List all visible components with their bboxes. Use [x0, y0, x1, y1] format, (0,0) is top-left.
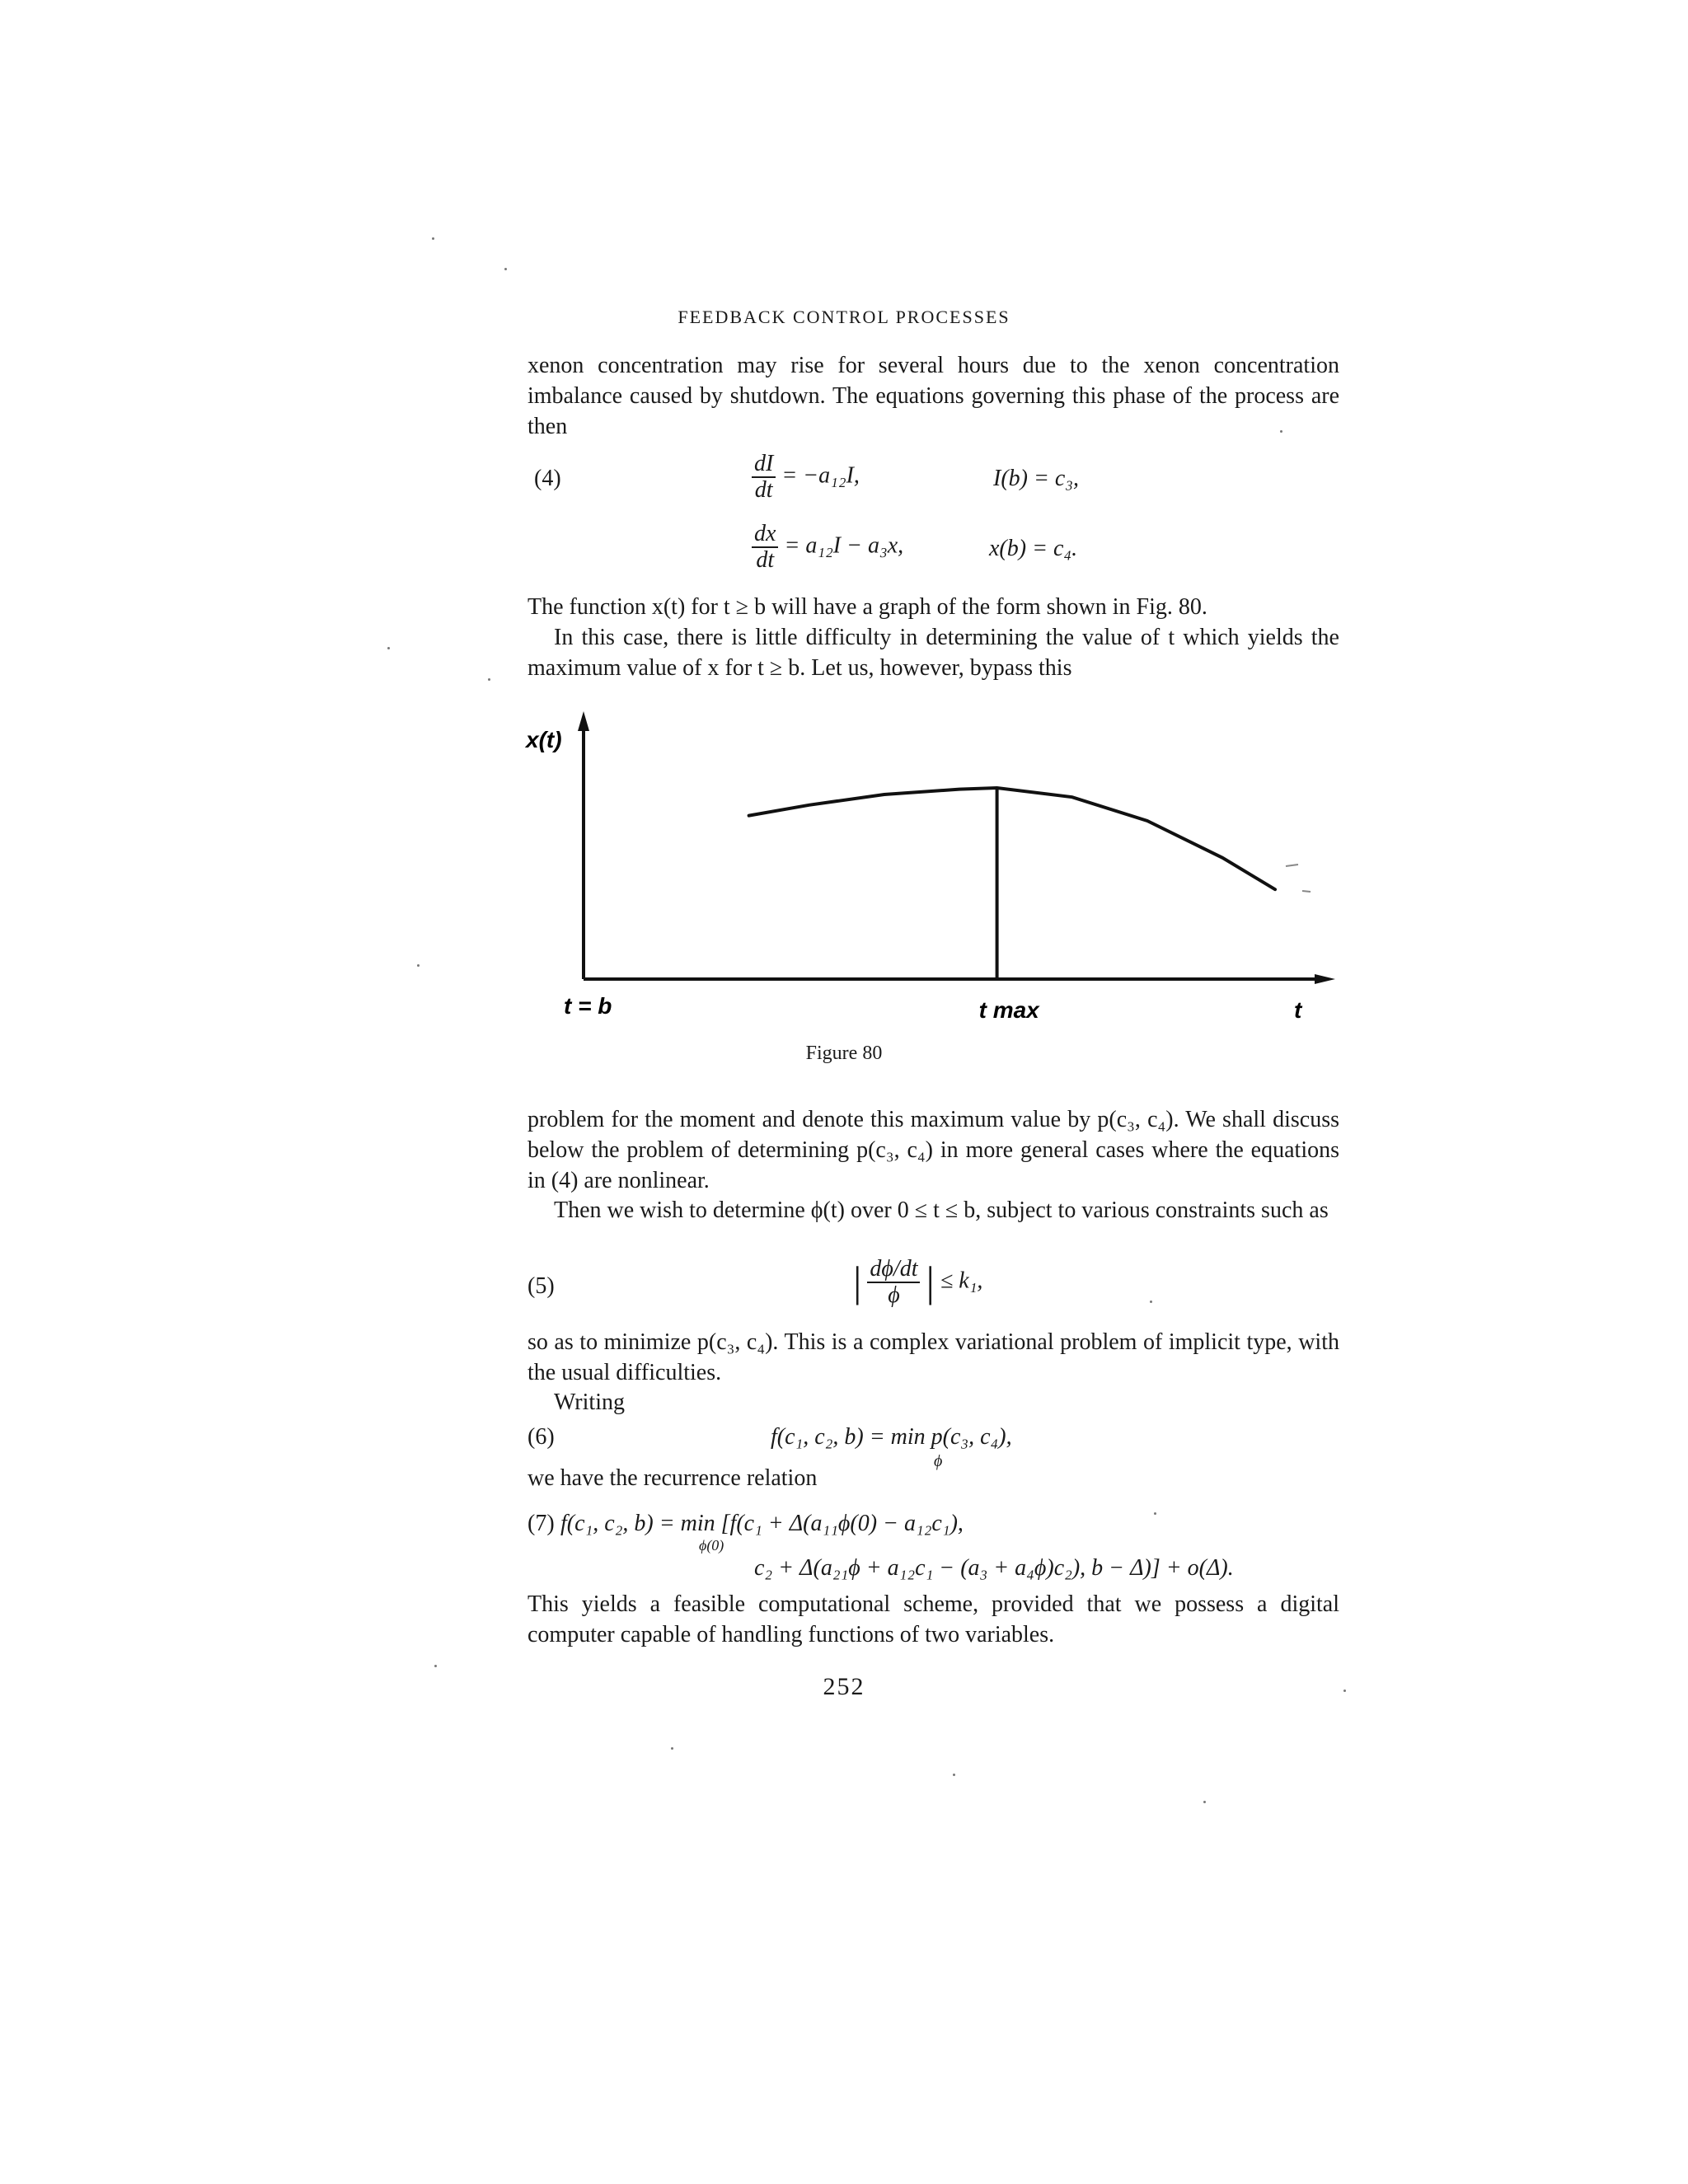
- running-header: FEEDBACK CONTROL PROCESSES: [678, 307, 1010, 327]
- equation-7-line2: c₂ + Δ(a₂₁ϕ + a₁₂c₁ − (a₃ + a₄ϕ)c₂), b − Δ)] + o(Δ).: [754, 1555, 1234, 1581]
- paragraph-determine-phi: Then we wish to determine ϕ(t) over 0 ≤ t ≤ b, subject to various constraints such as: [554, 1197, 1329, 1223]
- curve-x-of-t: [749, 788, 1275, 889]
- equation-4-line2: [752, 522, 903, 573]
- x-tick-t-max: t max: [978, 997, 1039, 1023]
- scan-speck: [1154, 1512, 1156, 1515]
- x-axis-label-t: t: [1294, 997, 1302, 1023]
- equation-7-number: (7): [528, 1511, 555, 1536]
- eq4-line1-denominator: dt: [754, 477, 773, 503]
- equation-5-number: (5): [528, 1273, 555, 1299]
- equation-5: [853, 1257, 982, 1308]
- equation-6-number: (6): [528, 1424, 555, 1450]
- equation-4-number: (4): [534, 466, 561, 491]
- abs-bar-left: |: [853, 1258, 862, 1306]
- scan-speck: [1150, 1301, 1152, 1303]
- equation-6-subscript: ϕ: [934, 1452, 943, 1470]
- paragraph-recurrence: we have the recurrence relation: [528, 1465, 818, 1491]
- eq4-line2-condition: x(b) = c₄.: [989, 536, 1078, 561]
- y-axis-arrowhead: [578, 711, 589, 731]
- scan-speck: [1343, 1690, 1346, 1692]
- x-axis-arrowhead: [1315, 974, 1335, 984]
- scan-speck: [953, 1774, 955, 1776]
- y-axis-label: x(t): [526, 727, 562, 752]
- equation-4-line1: [752, 452, 860, 503]
- figure-caption: Figure 80: [805, 1043, 883, 1064]
- scan-mark: [1302, 891, 1311, 892]
- x-tick-t-equals-b: t = b: [564, 993, 612, 1019]
- paragraph-intro: xenon concentration may rise for several hours due to the xenon concentration imbalance caused by shutdown. The equations governing this phase of the process are then: [528, 353, 1339, 439]
- equation-7-line1: f(c₁, c₂, b) = min [f(c₁ + Δ(a₁₁ϕ(0) − a₁₂c₁),: [560, 1511, 964, 1536]
- scan-mark: [1286, 865, 1298, 866]
- scan-speck: [387, 647, 390, 649]
- chart-marks: [749, 788, 1311, 979]
- scan-speck: [504, 268, 507, 270]
- eq4-line2-rhs: = a₁₂I − a₃x,: [784, 532, 904, 559]
- eq5-rhs: ≤ k₁,: [940, 1268, 983, 1294]
- paragraph-bypass: In this case, there is little difficulty in determining the value of t which yields the maximum value of x for t ≥ b. Let us, however, bypass this: [528, 625, 1339, 681]
- eq4-line1-numerator: dI: [752, 452, 776, 478]
- eq4-line2-numerator: dx: [752, 522, 778, 548]
- scan-speck: [488, 678, 490, 681]
- scan-speck: [1203, 1801, 1206, 1803]
- equation-6: f(c₁, c₂, b) = min p(c₃, c₄),: [771, 1424, 1012, 1450]
- scan-speck: [671, 1747, 673, 1750]
- abs-bar-right: |: [926, 1258, 935, 1306]
- page-number: 252: [823, 1673, 865, 1700]
- paragraph-minimize: so as to minimize p(c₃, c₄). This is a complex variational problem of implicit type, with the usual difficulties.: [528, 1329, 1339, 1385]
- eq4-line1-condition: I(b) = c₃,: [993, 466, 1080, 491]
- scan-speck: [417, 964, 420, 967]
- paragraph-writing: Writing: [554, 1390, 625, 1415]
- scan-speck: [434, 1665, 437, 1667]
- paragraph-conclusion: This yields a feasible computational scheme, provided that we possess a digital computer capable of handling functions of two variables.: [528, 1591, 1339, 1647]
- eq4-line1-rhs: = −a₁₂I,: [781, 462, 860, 489]
- eq5-numerator: dϕ/dt: [867, 1257, 920, 1283]
- chart-axes: [578, 711, 1335, 984]
- equation-7-subscript: ϕ(0): [699, 1537, 724, 1554]
- eq4-line2-denominator: dt: [756, 547, 775, 573]
- scan-speck: [1280, 430, 1282, 433]
- paragraph-graph-intro: The function x(t) for t ≥ b will have a graph of the form shown in Fig. 80.: [528, 594, 1207, 620]
- eq5-denominator: ϕ: [888, 1282, 900, 1308]
- paragraph-maximum-value: problem for the moment and denote this maximum value by p(c₃, c₄). We shall discuss below the problem of determining p(c₃, c₄) in more general cases where the equations in (4) are nonlinear.: [528, 1107, 1339, 1193]
- figure-80-chart: [511, 705, 1352, 1034]
- scan-speck: [432, 237, 434, 240]
